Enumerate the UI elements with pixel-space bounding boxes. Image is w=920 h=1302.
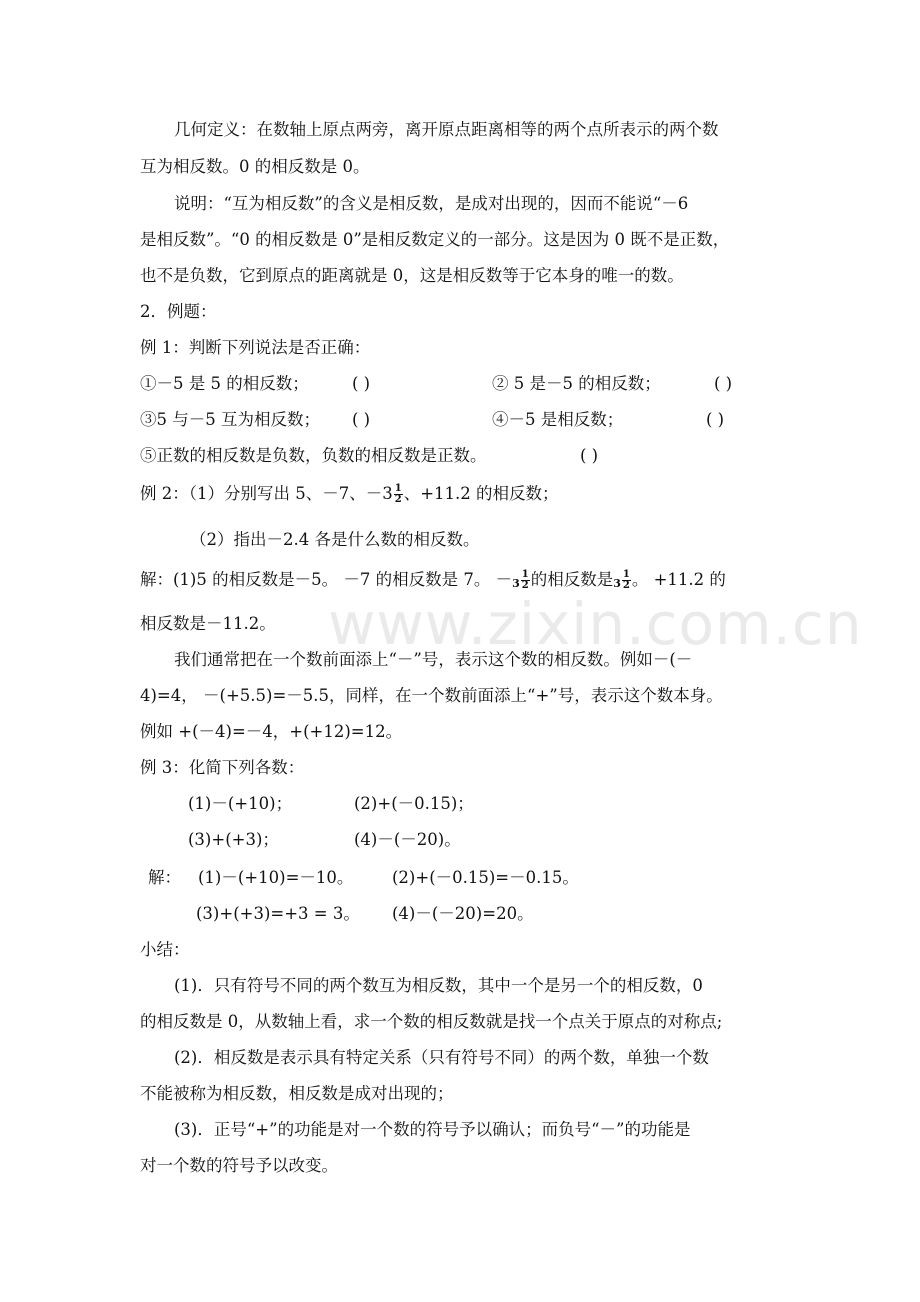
- example3-answer-2: (2)+(－0.15)=－0.15。: [392, 868, 579, 887]
- example1-item-5: ⑤正数的相反数是负数，负数的相反数是正数。: [140, 446, 487, 465]
- example1-item-5-blank: ( ): [580, 446, 599, 465]
- fraction-numerator: 1: [521, 569, 529, 580]
- example3-question-4: (4)－(－20)。: [354, 830, 461, 849]
- example3-solution-label: 解：: [148, 868, 181, 887]
- example3-question-2: (2)+(－0.15)；: [354, 794, 474, 813]
- fraction-half: [394, 484, 403, 505]
- summary-2-line-1: (2)．相反数是表示具有特定关系（只有符号不同）的两个数，单独一个数: [174, 1048, 709, 1067]
- fraction-denominator: 2: [394, 494, 402, 505]
- mixed-integer-2: 3: [613, 577, 621, 590]
- fraction-denominator: 2: [521, 580, 529, 591]
- fraction-numerator: 1: [394, 483, 402, 494]
- example2-part2: （2）指出－2.4 各是什么数的相反数。: [190, 530, 480, 549]
- summary-2-line-2: 不能被称为相反数，相反数是成对出现的；: [140, 1084, 454, 1103]
- example1-item-1-blank: ( ): [352, 374, 371, 393]
- example2-part1-text-a: 例 2：（1）分别写出 5、－7、－3: [140, 484, 393, 503]
- example1-item-2: ② 5 是－5 的相反数；: [492, 374, 661, 393]
- note-line-2: 是相反数”。“0 的相反数是 0”是相反数定义的一部分。这是因为 0 既不是正数，: [140, 230, 730, 249]
- fraction-half-2: [622, 570, 631, 591]
- example3-question-1: (1)－(+10)；: [188, 794, 293, 813]
- summary-1-line-2: 的相反数是 0，从数轴上看，求一个数的相反数就是找一个点关于原点的对称点;: [140, 1012, 723, 1031]
- sign-note-line-1: 我们通常把在一个数前面添上“－”号，表示这个数的相反数。例如－(－: [174, 650, 693, 669]
- note-line-1: 说明：“互为相反数”的含义是相反数，是成对出现的，因而不能说“－6: [174, 194, 689, 213]
- section-heading: 2．例题：: [140, 302, 217, 321]
- note-line-3: 也不是负数，它到原点的距离就是 0，这是相反数等于它本身的唯一的数。: [140, 266, 684, 285]
- example1-item-4: ④－5 是相反数；: [492, 410, 624, 429]
- example1-title: 例 1：判断下列说法是否正确：: [140, 338, 371, 357]
- example3-answer-4: (4)－(－20)=20。: [392, 904, 534, 923]
- watermark: www.zixin.com.cn: [328, 590, 863, 658]
- summary-3-line-2: 对一个数的符号予以改变。: [140, 1156, 338, 1175]
- example1-item-3: ③5 与－5 互为相反数；: [140, 410, 320, 429]
- example1-item-3-blank: ( ): [352, 410, 371, 429]
- sign-note-line-2: 4)=4， －(+5.5)=－5.5，同样，在一个数前面添上“+”号，表示这个数本身。: [140, 686, 723, 705]
- definition-line-2: 互为相反数。0 的相反数是 0。: [140, 157, 370, 176]
- mixed-integer-1: 3: [512, 577, 520, 590]
- fraction-numerator: 1: [622, 569, 630, 580]
- solution-text-a: 解：(1)5 的相反数是－5。 －7 的相反数是 7。 －: [140, 570, 513, 589]
- example3-answer-1: (1)－(+10)=－10。: [198, 868, 354, 887]
- example3-title: 例 3：化简下列各数：: [140, 758, 305, 777]
- example1-item-4-blank: ( ): [706, 410, 725, 429]
- example3-answer-3: (3)+(+3)=+3 = 3。: [196, 904, 360, 923]
- fraction-denominator: 2: [622, 580, 630, 591]
- summary-title: 小结：: [140, 940, 190, 959]
- example1-item-1: ①－5 是 5 的相反数；: [140, 374, 309, 393]
- fraction-half-1: [521, 570, 530, 591]
- example2-solution-line-2: 相反数是－11.2。: [140, 614, 276, 633]
- example2-part1-text-b: 、+11.2 的相反数；: [403, 484, 559, 503]
- example3-question-3: (3)+(+3)；: [188, 830, 279, 849]
- example1-item-2-blank: ( ): [714, 374, 733, 393]
- solution-text-b: 的相反数是: [530, 570, 614, 589]
- sign-note-line-3: 例如 +(－4)=－4，+(+12)=12。: [140, 722, 403, 741]
- definition-line-1: 几何定义：在数轴上原点两旁，离开原点距离相等的两个点所表示的两个数: [174, 120, 719, 139]
- example2-part1: [140, 482, 559, 506]
- summary-1-line-1: (1)．只有符号不同的两个数互为相反数，其中一个是另一个的相反数，0: [174, 976, 703, 995]
- example2-solution-line-1: [140, 568, 726, 596]
- solution-text-c: 。 +11.2 的: [631, 570, 726, 589]
- summary-3-line-1: (3)．正号“+”的功能是对一个数的符号予以确认；而负号“－”的功能是: [174, 1120, 691, 1139]
